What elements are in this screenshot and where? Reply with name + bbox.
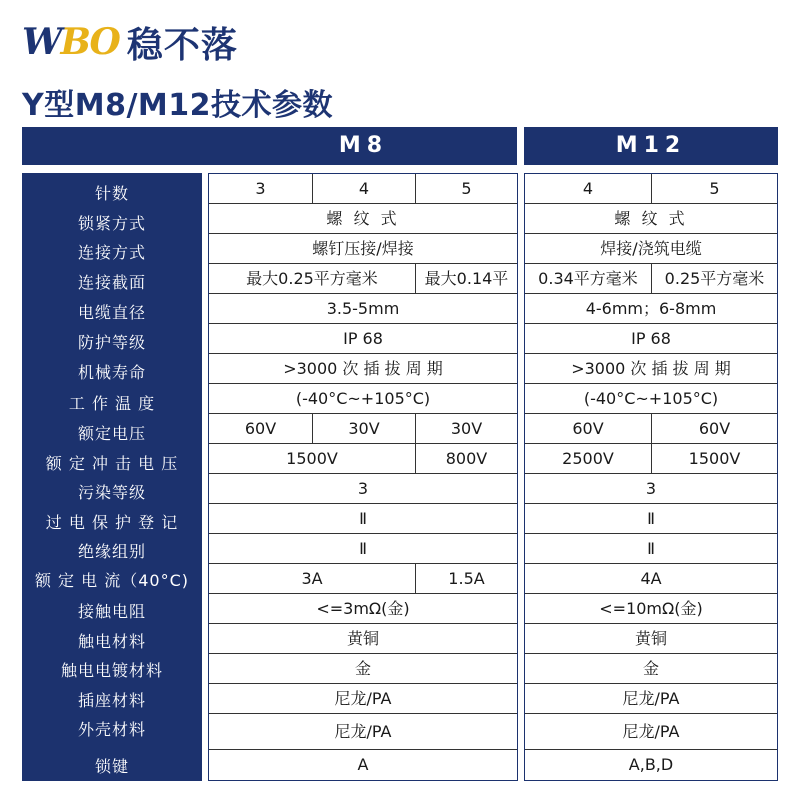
m12-voltage-5: 60V <box>652 414 777 444</box>
row-label: 连接截面 <box>77 273 146 292</box>
m12-section-b: 0.25平方毫米 <box>652 264 777 294</box>
brand-logo <box>22 14 238 70</box>
m12-contact-material: 黄铜 <box>525 624 777 654</box>
m12-impulse-b: 1500V <box>652 444 777 474</box>
m8-housing-material: 尼龙/PA <box>209 714 517 750</box>
m8-socket-material: 尼龙/PA <box>209 684 517 714</box>
m8-voltage-5: 30V <box>416 414 517 444</box>
row-label: 锁键 <box>94 757 129 776</box>
header-m8: M8 <box>338 133 389 158</box>
row-label: 锁紧方式 <box>77 214 146 233</box>
m8-life: >3000 次 插 拔 周 期 <box>209 354 517 384</box>
m8-section-a: 最大0.25平方毫米 <box>209 264 416 294</box>
header-m12: M12 <box>615 133 687 158</box>
m8-connection: 螺钉压接/焊接 <box>209 234 517 264</box>
m12-connection: 焊接/浇筑电缆 <box>525 234 777 264</box>
row-label: 工 作 温 度 <box>68 394 156 413</box>
m8-current-a: 3A <box>209 564 416 594</box>
m8-cable-diameter: 3.5-5mm <box>209 294 517 324</box>
m12-temperature: (-40°C~+105°C) <box>525 384 777 414</box>
row-label: 触电电镀材料 <box>60 661 163 680</box>
m12-cable-diameter: 4-6mm；6-8mm <box>525 294 777 324</box>
m8-insulation: Ⅱ <box>209 534 517 564</box>
m8-voltage-3: 60V <box>209 414 313 444</box>
m12-key: A,B,D <box>628 755 674 774</box>
m12-pollution: 3 <box>525 474 777 504</box>
row-label: 外壳材料 <box>77 720 146 739</box>
m12-housing-material: 尼龙/PA <box>525 714 777 750</box>
m8-current-b: 1.5A <box>416 564 517 594</box>
m8-pollution: 3 <box>209 474 517 504</box>
m8-section-b: 最大0.14平 <box>416 264 517 294</box>
m8-protection: IP 68 <box>209 324 517 354</box>
page-title: Y型M8/M12技术参数 <box>22 88 334 123</box>
m12-socket-material: 尼龙/PA <box>525 684 777 714</box>
m8-temperature: (-40°C~+105°C) <box>209 384 517 414</box>
m8-impulse-a: 1500V <box>209 444 416 474</box>
m8-contact-resistance: <=3mΩ(金) <box>209 594 517 624</box>
row-label: 接触电阻 <box>77 602 146 621</box>
row-label: 电缆直径 <box>77 303 146 322</box>
row-label: 插座材料 <box>77 691 146 710</box>
m8-pins-5: 5 <box>416 174 517 204</box>
m12-table <box>524 173 778 781</box>
row-label: 过 电 保 护 登 记 <box>45 513 179 532</box>
row-label: 连接方式 <box>77 243 146 262</box>
row-label: 触电材料 <box>77 632 146 651</box>
m8-pins-4: 4 <box>313 174 416 204</box>
row-label: 额 定 冲 击 电 压 <box>45 454 179 473</box>
m12-life: >3000 次 插 拔 周 期 <box>525 354 777 384</box>
m12-locking: 螺 纹 式 <box>525 204 777 234</box>
m8-pins-3: 3 <box>209 174 313 204</box>
m8-voltage-4: 30V <box>313 414 416 444</box>
row-label: 污染等级 <box>77 483 146 502</box>
logo-mark-w: W <box>22 21 61 63</box>
m12-impulse-a: 2500V <box>525 444 652 474</box>
m12-pins-5: 5 <box>652 174 777 204</box>
m8-locking: 螺 纹 式 <box>209 204 517 234</box>
m8-contact-material: 黄铜 <box>209 624 517 654</box>
row-label: 绝缘组别 <box>77 542 146 561</box>
logo-mark <box>22 21 119 63</box>
logo-mark-b: B <box>60 21 90 63</box>
m12-contact-resistance: <=10mΩ(金) <box>525 594 777 624</box>
m12-current: 4A <box>525 564 777 594</box>
row-label: 防护等级 <box>77 333 146 352</box>
m12-voltage-4: 60V <box>525 414 652 444</box>
m8-plating: 金 <box>209 654 517 684</box>
m8-key: A <box>357 755 369 774</box>
brand-name: 稳不落 <box>126 24 238 66</box>
m8-table <box>208 173 518 781</box>
m12-insulation: Ⅱ <box>525 534 777 564</box>
m12-pins-4: 4 <box>525 174 652 204</box>
m12-overvoltage: Ⅱ <box>525 504 777 534</box>
logo-mark-o: O <box>89 21 119 63</box>
m12-plating: 金 <box>525 654 777 684</box>
row-label: 针数 <box>94 184 129 203</box>
row-label: 额 定 电 流（40°C) <box>34 571 190 590</box>
m8-overvoltage: Ⅱ <box>209 504 517 534</box>
row-label: 额定电压 <box>77 424 146 443</box>
m12-section-a: 0.34平方毫米 <box>525 264 652 294</box>
m12-protection: IP 68 <box>525 324 777 354</box>
row-label: 机械寿命 <box>77 363 146 382</box>
m8-impulse-b: 800V <box>416 444 517 474</box>
